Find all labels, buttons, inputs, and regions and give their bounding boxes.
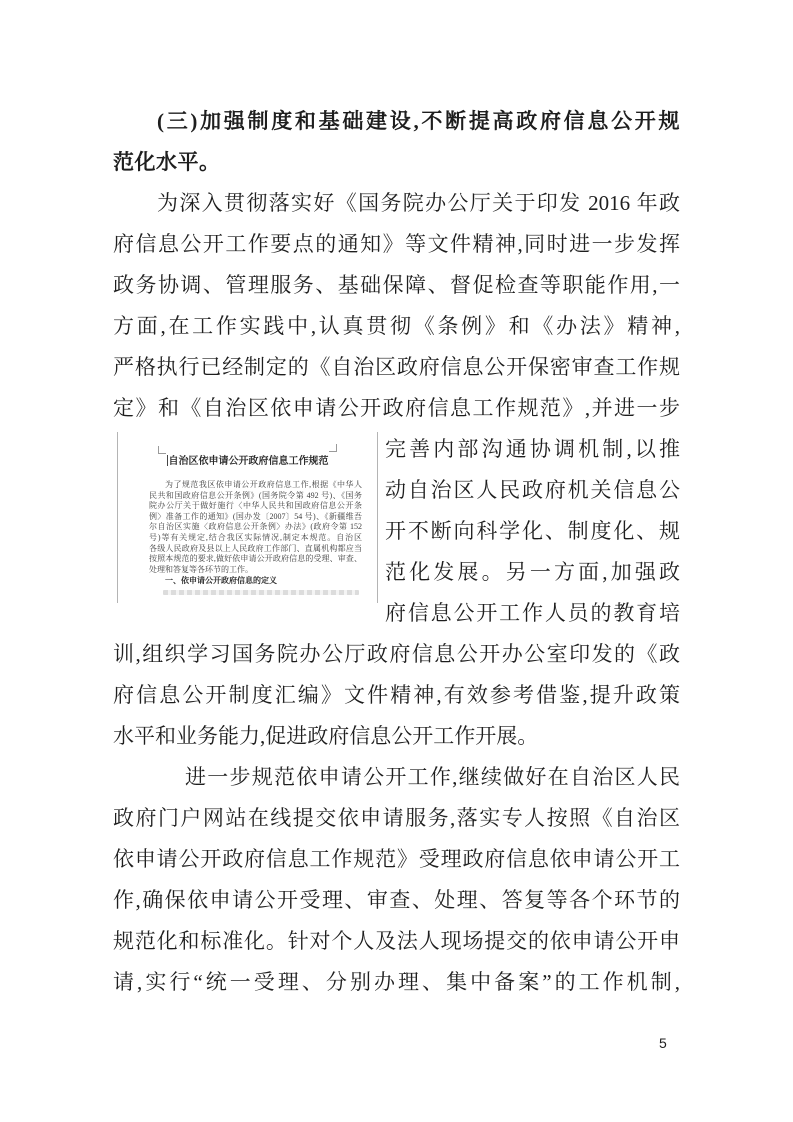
body-line: 府信息公开制度汇编》文件精神,有效参考借鉴,提升政策 <box>113 683 680 707</box>
body-line: 严格执行已经制定的《自治区政府信息公开保密审查工作规 <box>113 355 680 379</box>
page-number: 5 <box>659 1035 667 1051</box>
heading-line: (三)加强制度和基础建设,不断提高政府信息公开规 <box>157 109 680 133</box>
body-line: 完善内部沟通协调机制,以推 <box>385 437 680 461</box>
embedded-doc-line: 按照本规范的要求,做好依申请公开政府信息的受理、审查、 <box>149 554 362 564</box>
body-line: 范化发展。另一方面,加强政 <box>385 560 680 584</box>
wrapped-text-column <box>385 429 680 634</box>
body-line: 训,组织学习国务院办公厅政府信息公开办公室印发的《政 <box>113 642 680 666</box>
body-line: 请,实行“统一受理、分别办理、集中备案”的工作机制, <box>113 970 680 994</box>
embedded-doc-title: 自治区依申请公开政府信息工作规范 <box>168 456 329 467</box>
body-line: 政务协调、管理服务、基础保障、督促检查等职能作用,一 <box>113 273 680 297</box>
body-line: 水平和业务能力,促进政府信息公开工作开展。 <box>113 724 539 748</box>
section-heading <box>113 101 680 183</box>
body-line: 动自治区人民政府机关信息公 <box>385 478 680 502</box>
blurred-text-line <box>163 590 359 595</box>
embedded-doc-line: 尔自治区实施〈政府信息公开条例〉办法》(政府令第 152 <box>149 522 362 532</box>
embedded-doc-line: 院办公厅关于做好施行〈中华人民共和国政府信息公开条 <box>149 501 362 511</box>
embedded-doc-line: 民共和国政府信息公开条例》(国务院令第 492 号)、《国务 <box>149 490 362 500</box>
embedded-doc-title-row <box>118 452 377 467</box>
body-line: 规范化和标准化。针对个人及法人现场提交的依申请公开申 <box>113 929 680 953</box>
paragraph-1 <box>113 183 680 429</box>
body-line: 政府门户网站在线提交依申请服务,落实专人按照《自治区 <box>113 806 680 830</box>
embedded-doc-section-heading: 一、依申请公开政府信息的定义 <box>165 576 277 586</box>
body-line: 方面,在工作实践中,认真贯彻《条例》和《办法》精神, <box>113 314 680 338</box>
paragraph-2 <box>113 757 680 1003</box>
embedded-doc-line: 号)等有关规定,结合我区实际情况,制定本规范。自治区 <box>149 532 362 542</box>
body-line: 进一步规范依申请公开工作,继续做好在自治区人民 <box>185 765 680 789</box>
body-line: 定》和《自治区依申请公开政府信息工作规范》,并进一步 <box>113 396 680 420</box>
text-cursor-icon <box>167 455 168 466</box>
body-line: 开不断向科学化、制度化、规 <box>385 519 680 543</box>
embedded-doc-line: 各级人民政府及县以上人民政府工作部门、直属机构都应当 <box>149 543 362 553</box>
heading-line: 范化水平。 <box>113 150 221 174</box>
body-line: 依申请公开政府信息工作规范》受理政府信息依申请公开工 <box>113 847 680 871</box>
document-content <box>113 101 680 1003</box>
body-line: 府信息公开工作要点的通知》等文件精神,同时进一步发挥 <box>113 232 680 256</box>
embedded-doc-body <box>149 480 362 595</box>
text-boundary-mark-icon <box>329 444 337 452</box>
embedded-doc-line: 处理和答复等各环节的工作。 <box>149 564 253 574</box>
image-text-wrap-section <box>113 429 680 634</box>
body-line: 府信息公开工作人员的教育培 <box>385 601 680 625</box>
body-line: 为深入贯彻落实好《国务院办公厅关于印发 2016 年政 <box>157 191 680 215</box>
embedded-doc-line: 为了规范我区依申请公开政府信息工作,根据《中华人 <box>165 480 362 489</box>
embedded-doc-line: 例〉准备工作的通知》(国办发〔2007〕54 号)、《新疆维吾 <box>149 511 362 521</box>
paragraph-1-continued <box>113 634 680 757</box>
embedded-document-image <box>117 432 378 603</box>
body-line: 作,确保依申请公开受理、审查、处理、答复等各个环节的 <box>113 888 680 912</box>
